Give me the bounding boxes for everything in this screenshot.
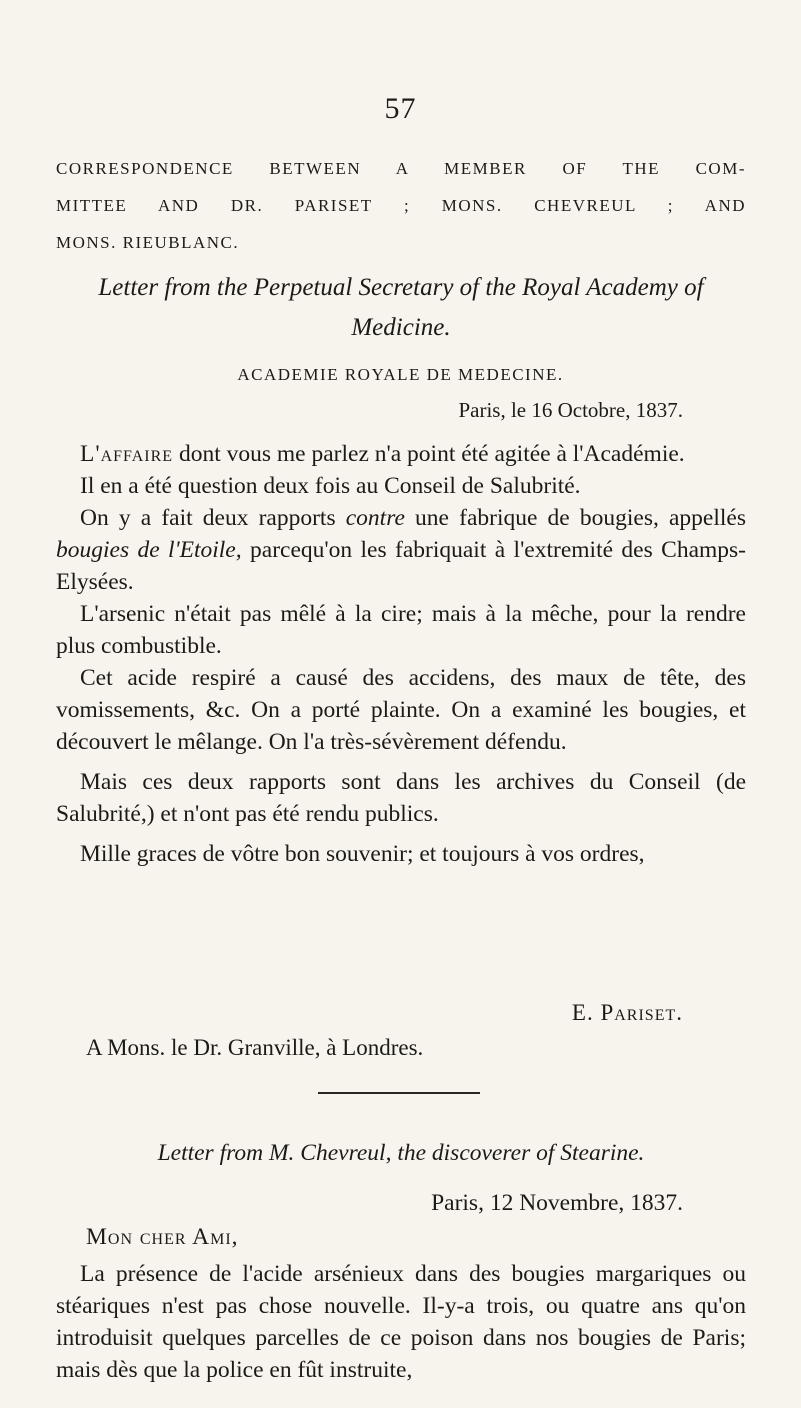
- letter1-body: [56, 438, 746, 870]
- letter2-date: Paris, 12 Novembre, 1837.: [431, 1190, 683, 1216]
- paragraph: Mais ces deux rapports sont dans les archives du Conseil (de Salubrité,) et n'ont pas été rendu publics.: [56, 769, 746, 827]
- paragraph-text: parcequ'on les fabriquait à l'extremité des Champs-Elysées.: [56, 537, 746, 595]
- section-heading-line-2: MITTEE AND DR. PARISET ; MONS. CHEVREUL ; AND: [56, 196, 746, 215]
- letter1-title: [56, 268, 746, 348]
- letter1-title-line-1: Letter from the Perpetual Secretary of the Royal Academy of: [98, 274, 704, 301]
- letter1-date: Paris, le 16 Octobre, 1837.: [458, 398, 683, 422]
- page-number: 57: [384, 92, 417, 125]
- paragraph: La présence de l'acide arsénieux dans des bougies margariques ou stéariques n'est pas chose nouvelle. Il-y-a trois, ou quatre ans qu'on introduisit quelques parcelles de ce poison dans nos bougies de Paris; mais dès que la police en fût instruite,: [56, 1261, 746, 1383]
- paragraph: Cet acide respiré a causé des accidens, des maux de tête, des vomissements, &c. On a porté plainte. On a examiné les bougies, et découvert le mêlange. On l'a très-sévèrement défendu.: [56, 665, 746, 755]
- signature: E. Pariset.: [571, 1000, 683, 1025]
- paragraph: Il en a été question deux fois au Conseil de Salubrité.: [80, 473, 581, 499]
- section-heading: [56, 150, 746, 261]
- paragraph: [56, 438, 746, 470]
- paragraph: Mille graces de vôtre bon souvenir; et toujours à vos ordres,: [80, 841, 645, 867]
- section-heading-line-3: MONS. RIEUBLANC.: [56, 233, 240, 252]
- paragraph-text: dont vous me parlez n'a point été agitée à l'Académie.: [173, 441, 685, 467]
- letter1-title-line-2: Medicine.: [351, 314, 451, 341]
- emphasis: contre: [345, 505, 405, 531]
- paragraph: [56, 502, 746, 598]
- section-heading-line-1: CORRESPONDENCE BETWEEN A MEMBER OF THE COM-: [56, 159, 746, 178]
- letter2-salutation: Mon cher Ami,: [86, 1224, 239, 1250]
- letter2-title: Letter from M. Chevreul, the discoverer of Stearine.: [157, 1140, 645, 1166]
- paragraph: L'arsenic n'était pas mêlé à la cire; mais à la mêche, pour la rendre plus combustible.: [56, 601, 746, 659]
- paragraph-lead-word: L'affaire: [80, 441, 174, 467]
- paragraph-text: une fabrique de bougies, appellés: [404, 505, 746, 531]
- letter1-institution: ACADEMIE ROYALE DE MEDECINE.: [237, 365, 564, 384]
- paragraph-text: On y a fait deux rapports: [80, 505, 346, 531]
- section-divider: [318, 1092, 480, 1094]
- letter2-body: [56, 1258, 746, 1386]
- letter1-address: A Mons. le Dr. Granville, à Londres.: [86, 1035, 424, 1060]
- emphasis: bougies de l'Etoile,: [56, 537, 242, 563]
